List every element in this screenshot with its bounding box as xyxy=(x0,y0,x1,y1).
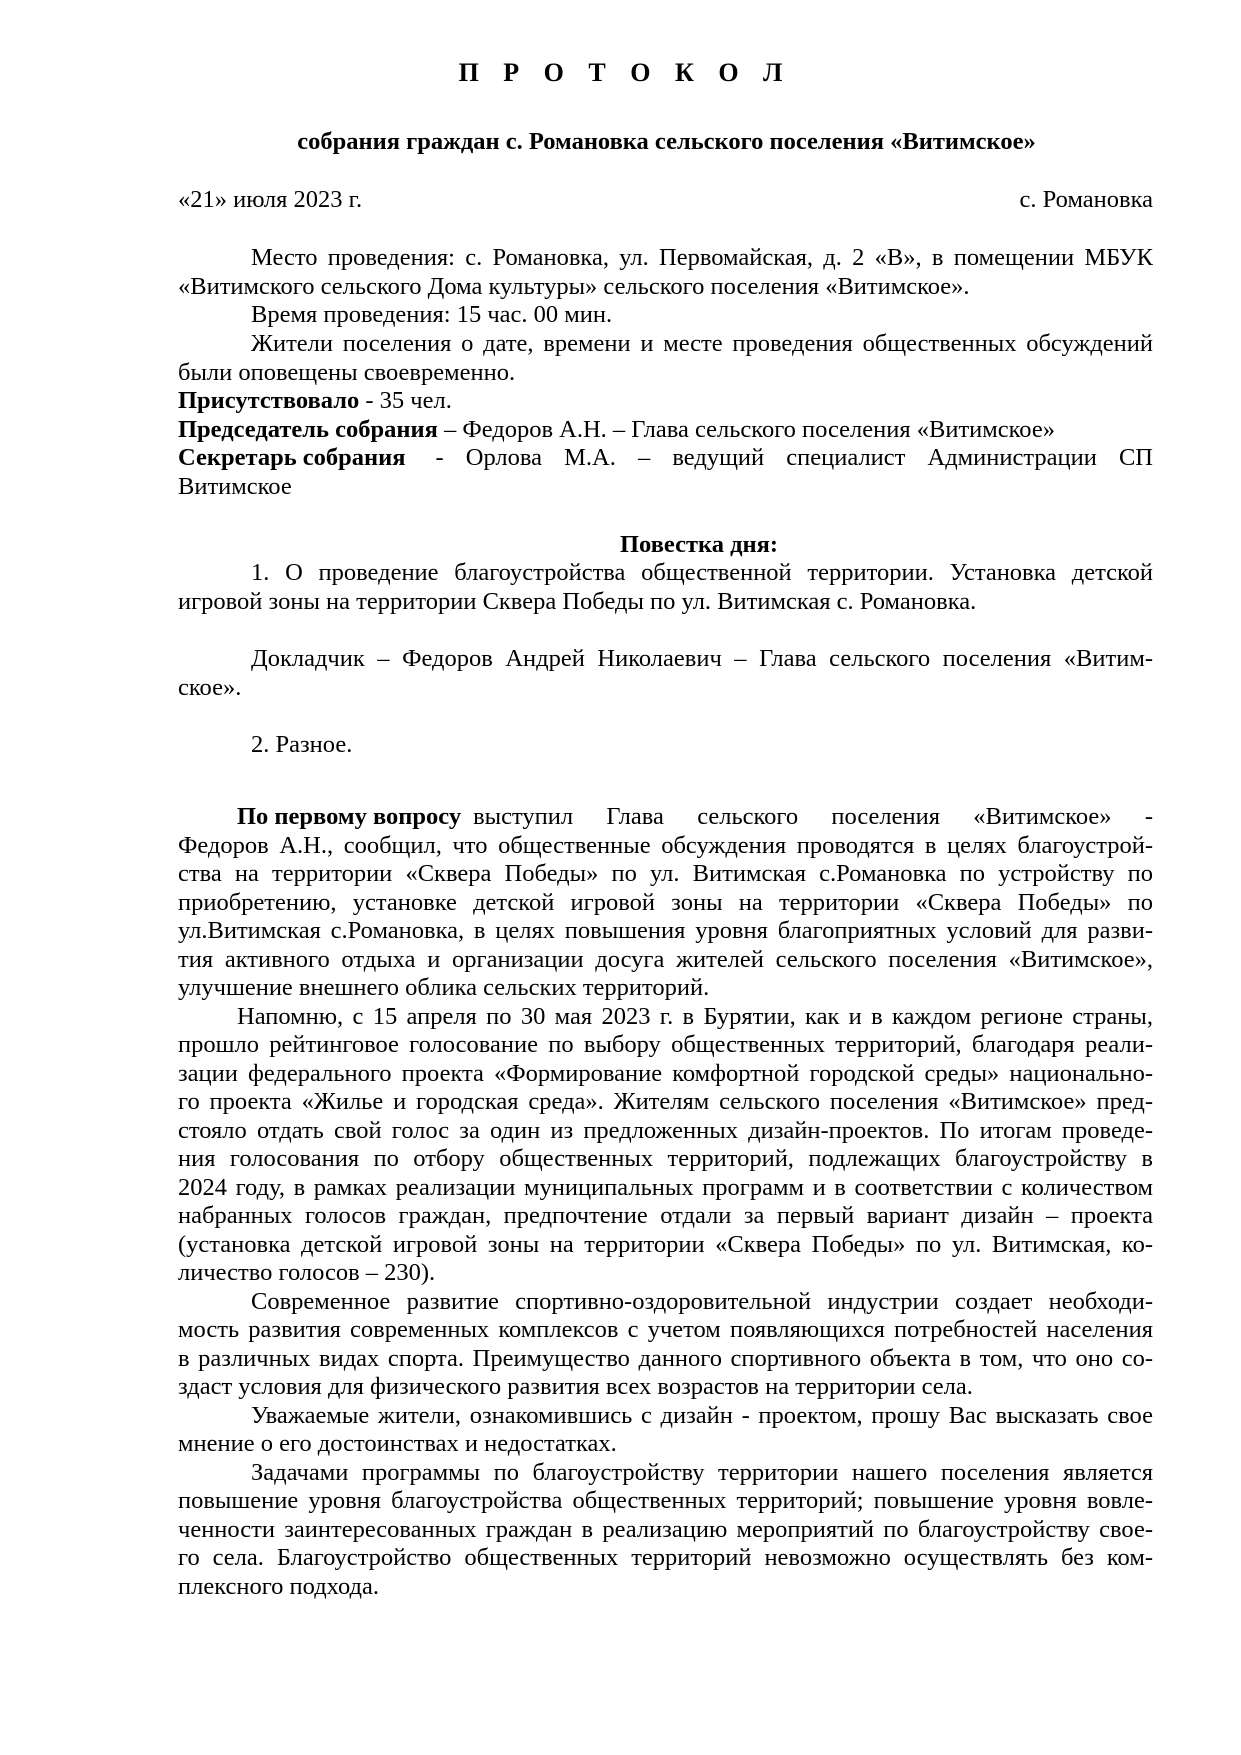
document-subtitle: собрания граждан с. Романовка сельского поселения «Витимское» xyxy=(297,128,1036,155)
document-title: П Р О Т О К О Л xyxy=(458,58,792,87)
document-date: «21» июля 2023 г. xyxy=(178,186,363,213)
p4-line: Уважаемые жители, ознакомившись с дизайн - проектом, прошу Вас высказать свое xyxy=(251,1402,1153,1429)
p5-line: плексного подхода. xyxy=(178,1573,380,1600)
meeting-time: Время проведения: 15 час. 00 мин. xyxy=(251,301,613,328)
p2-line: стояло отдать свой голос за один из предложенных дизайн-проектов. По итогам проведе- xyxy=(178,1117,1153,1144)
p4-line: мнение о его достоинствах и недостатках. xyxy=(178,1430,617,1457)
chair-label: Председатель собрания xyxy=(178,416,438,443)
p3-line: мость развития современных комплексов с учетом появляющихся потребностей населения xyxy=(178,1316,1153,1343)
p5-line: Задачами программы по благоустройству территории нашего поселения является xyxy=(251,1459,1153,1486)
p2-line: Напомню, с 15 апреля по 30 мая 2023 г. в Бурятии, как и в каждом регионе страны, xyxy=(237,1003,1153,1030)
venue-line-2: «Витимского сельского Дома культуры» сельского поселения «Витимское». xyxy=(178,273,970,300)
p3-line: Современное развитие спортивно-оздоровительной индустрии создает необходи- xyxy=(251,1288,1153,1315)
p2-line: зации федерального проекта «Формирование комфортной городской среды» национально- xyxy=(178,1060,1153,1087)
q1-line: тия активного отдыха и организации досуга жителей сельского поселения «Витимское», xyxy=(178,946,1153,973)
secretary-value: - Орлова М.А. – ведущий специалист Администрации СП xyxy=(435,444,1153,471)
notice-line-2: были оповещены своевременно. xyxy=(178,359,516,386)
attended-label: Присутствовало xyxy=(178,387,360,414)
p2-line: го проекта «Жилье и городская среда». Жителям сельского поселения «Витимское» пред- xyxy=(178,1088,1153,1115)
p2-line: набранных голосов граждан, предпочтение отдали за первый вариант дизайн – проекта xyxy=(178,1202,1153,1229)
q1-line: Федоров А.Н., сообщил, что общественные обсуждения проводятся в целях благоустрой- xyxy=(178,832,1153,859)
p5-line: повышение уровня благоустройства общественных территорий; повышение уровня вовле- xyxy=(178,1487,1153,1514)
attended-value: - 35 чел. xyxy=(359,387,452,414)
venue-line-1: Место проведения: с. Романовка, ул. Первомайская, д. 2 «В», в помещении МБУК xyxy=(251,244,1153,271)
p2-line: прошло рейтинговое голосование по выбору общественных территорий, благодаря реали- xyxy=(178,1031,1153,1058)
agenda-item-1-line-2: игровой зоны на территории Сквера Победы по ул. Витимская с. Романовка. xyxy=(178,588,977,615)
chair-line xyxy=(178,415,1153,444)
p3-line: здаст условия для физического развития всех возрастов на территории села. xyxy=(178,1373,973,1400)
p5-line: го села. Благоустройство общественных территорий невозможно осуществлять без ком- xyxy=(178,1544,1153,1571)
speaker-line-2: ское». xyxy=(178,674,242,701)
q1-text-first: выступил Глава сельского поселения «Витимское» - xyxy=(473,803,1153,830)
secretary-label: Секретарь собрания xyxy=(178,444,406,471)
document-place: с. Романовка xyxy=(1019,186,1153,213)
secretary-line xyxy=(178,443,1153,472)
q1-label: По первому вопросу xyxy=(237,803,462,830)
q1-line-0 xyxy=(237,802,1153,831)
attendance-line xyxy=(178,386,1153,415)
q1-line: ул.Витимская с.Романовка, в целях повышения уровня благоприятных условий для разви- xyxy=(178,917,1153,944)
q1-line: улучшение внешнего облика сельских территорий. xyxy=(178,974,710,1001)
secretary-line-2: Витимское xyxy=(178,473,292,500)
speaker-line-1: Докладчик – Федоров Андрей Николаевич – Глава сельского поселения «Витим- xyxy=(251,645,1153,672)
agenda-item-1-line-1: 1. О проведение благоустройства общественной территории. Установка детской xyxy=(251,559,1153,586)
notice-line-1: Жители поселения о дате, времени и месте проведения общественных обсуждений xyxy=(251,330,1153,357)
chair-value: – Федоров А.Н. – Глава сельского поселения «Витимское» xyxy=(437,416,1055,443)
p2-line: (установка детской игровой зоны на территории «Сквера Победы» по ул. Витимская, ко- xyxy=(178,1231,1153,1258)
p2-line: 2024 году, в рамках реализации муниципальных программ и в соответствии с количеством xyxy=(178,1174,1153,1201)
agenda-title: Повестка дня: xyxy=(620,531,779,558)
p3-line: в различных видах спорта. Преимущество данного спортивного объекта в том, что оно со- xyxy=(178,1345,1153,1372)
p2-line: личество голосов – 230). xyxy=(178,1259,436,1286)
q1-line: ства на территории «Сквера Победы» по ул. Витимская с.Романовка по устройству по xyxy=(178,860,1153,887)
agenda-item-2: 2. Разное. xyxy=(251,731,353,758)
p5-line: ченности заинтересованных граждан в реализацию мероприятий по благоустройству свое- xyxy=(178,1516,1153,1543)
p2-line: ния голосования по отбору общественных территорий, подлежащих благоустройству в xyxy=(178,1145,1153,1172)
q1-line: приобретению, установке детской игровой зоны на территории «Сквера Победы» по xyxy=(178,889,1153,916)
